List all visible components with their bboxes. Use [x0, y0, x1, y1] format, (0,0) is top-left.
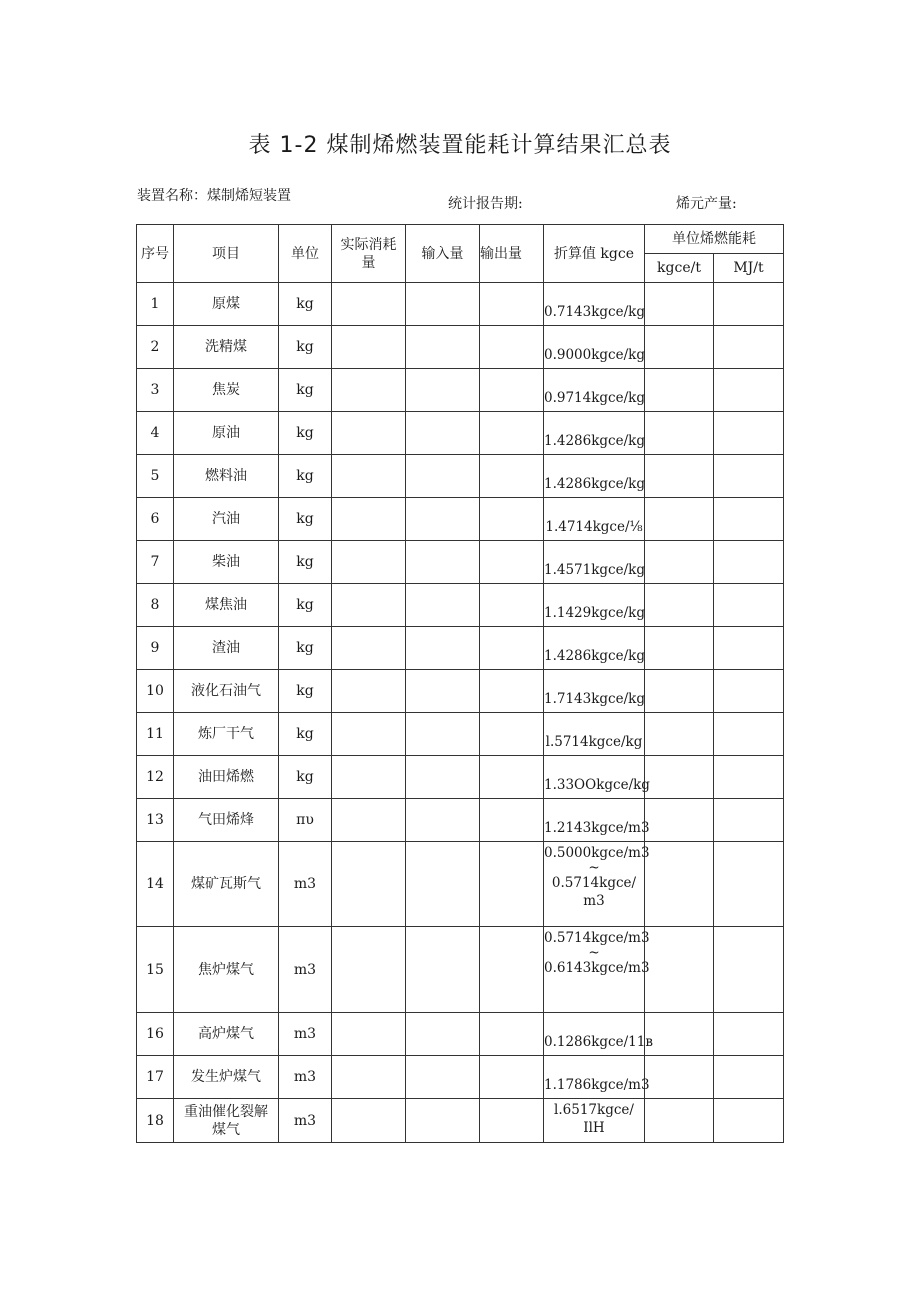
table-row	[137, 713, 784, 756]
row-mj-per-t	[714, 670, 784, 713]
row-input	[406, 842, 480, 927]
row-standard-coefficient: 0.9000kgce/kg	[544, 326, 645, 369]
row-kgce-per-t	[645, 1013, 714, 1056]
header-no: 序号	[137, 225, 174, 283]
row-kgce-per-t	[645, 670, 714, 713]
row-item: 原油	[174, 412, 279, 455]
row-standard-coefficient: 1.2143kgce/m3	[544, 799, 645, 842]
row-mj-per-t	[714, 326, 784, 369]
row-no: 8	[137, 584, 174, 627]
table-row	[137, 1099, 784, 1143]
row-unit: m3	[279, 927, 332, 1013]
row-kgce-per-t	[645, 584, 714, 627]
row-item: 炼厂干气	[174, 713, 279, 756]
row-unit: kg	[279, 627, 332, 670]
row-item: 焦炭	[174, 369, 279, 412]
row-kgce-per-t	[645, 455, 714, 498]
table-row	[137, 584, 784, 627]
page-title: 表 1-2 煤制烯燃装置能耗计算结果汇总表	[248, 133, 672, 158]
row-output	[480, 927, 544, 1013]
table-row	[137, 455, 784, 498]
row-input	[406, 326, 480, 369]
row-unit: m3	[279, 1013, 332, 1056]
row-output	[480, 842, 544, 927]
table-row	[137, 927, 784, 1013]
table-row	[137, 627, 784, 670]
table-row	[137, 842, 784, 927]
row-kgce-per-t	[645, 627, 714, 670]
row-unit: m3	[279, 1056, 332, 1099]
row-standard-coefficient: 0.1286kgce/11в	[544, 1013, 645, 1056]
row-item: 燃料油	[174, 455, 279, 498]
row-mj-per-t	[714, 927, 784, 1013]
row-unit: kg	[279, 541, 332, 584]
row-output	[480, 283, 544, 326]
row-actual-consumption	[332, 756, 406, 799]
row-actual-consumption	[332, 369, 406, 412]
coefficient-line: 0.5714kgce/m3	[544, 930, 650, 946]
row-unit: kg	[279, 455, 332, 498]
row-actual-consumption	[332, 927, 406, 1013]
row-output	[480, 627, 544, 670]
row-actual-consumption	[332, 842, 406, 927]
row-standard-coefficient	[544, 842, 650, 927]
row-no: 16	[137, 1013, 174, 1056]
row-no: 15	[137, 927, 174, 1013]
row-actual-consumption	[332, 584, 406, 627]
header-conversion: 折算值 kgce	[544, 225, 645, 283]
row-item: 发生炉煤气	[174, 1056, 279, 1099]
row-unit: kg	[279, 283, 332, 326]
report-period-label: 统计报告期:	[448, 196, 523, 212]
row-mj-per-t	[714, 584, 784, 627]
row-mj-per-t	[714, 412, 784, 455]
header-unit: 单位	[279, 225, 332, 283]
row-output	[480, 713, 544, 756]
row-mj-per-t	[714, 455, 784, 498]
row-item: 汽油	[174, 498, 279, 541]
row-actual-consumption	[332, 455, 406, 498]
row-item: 液化石油气	[174, 670, 279, 713]
table-row	[137, 756, 784, 799]
row-item: 重油催化裂解煤气	[174, 1099, 279, 1143]
row-no: 9	[137, 627, 174, 670]
row-no: 10	[137, 670, 174, 713]
row-output	[480, 498, 544, 541]
row-output	[480, 541, 544, 584]
row-item: 煤焦油	[174, 584, 279, 627]
header-output: 输出量	[480, 225, 544, 283]
row-input	[406, 369, 480, 412]
row-standard-coefficient: l.5714kgce/kg	[544, 713, 645, 756]
row-unit: kg	[279, 326, 332, 369]
coefficient-line: IlH	[583, 1120, 605, 1136]
row-no: 14	[137, 842, 174, 927]
row-item: 煤矿瓦斯气	[174, 842, 279, 927]
row-standard-coefficient: 0.7143kgce/kg	[544, 283, 645, 326]
energy-summary-table	[136, 224, 784, 1143]
row-input	[406, 412, 480, 455]
row-actual-consumption	[332, 799, 406, 842]
row-input	[406, 799, 480, 842]
row-no: 13	[137, 799, 174, 842]
table-row	[137, 412, 784, 455]
row-standard-coefficient	[544, 927, 650, 1013]
row-output	[480, 1099, 544, 1143]
row-output	[480, 670, 544, 713]
header-mj-per-t: MJ/t	[714, 254, 784, 283]
coefficient-line: 0.5000kgce/m3	[544, 845, 650, 861]
row-item: 原煤	[174, 283, 279, 326]
row-item: 高炉煤气	[174, 1013, 279, 1056]
row-standard-coefficient: 1.4286kgce/kg	[544, 455, 645, 498]
row-output	[480, 799, 544, 842]
row-mj-per-t	[714, 1056, 784, 1099]
row-mj-per-t	[714, 369, 784, 412]
row-input	[406, 283, 480, 326]
row-output	[480, 756, 544, 799]
table-row	[137, 369, 784, 412]
row-unit: m3	[279, 842, 332, 927]
row-standard-coefficient: 1.4714kgce/⅛	[544, 498, 645, 541]
row-output	[480, 584, 544, 627]
device-name-label: 装置名称：煤制烯短装置	[137, 188, 291, 204]
row-no: 4	[137, 412, 174, 455]
row-actual-consumption	[332, 1013, 406, 1056]
row-no: 5	[137, 455, 174, 498]
row-standard-coefficient: 1.1786kgce/m3	[544, 1056, 645, 1099]
row-no: 6	[137, 498, 174, 541]
row-no: 17	[137, 1056, 174, 1099]
row-mj-per-t	[714, 756, 784, 799]
row-actual-consumption	[332, 283, 406, 326]
table-row	[137, 670, 784, 713]
row-input	[406, 670, 480, 713]
header-item: 项目	[174, 225, 279, 283]
row-input	[406, 498, 480, 541]
row-kgce-per-t	[645, 369, 714, 412]
row-actual-consumption	[332, 326, 406, 369]
row-unit: kg	[279, 412, 332, 455]
row-item: 柴油	[174, 541, 279, 584]
row-kgce-per-t	[645, 326, 714, 369]
header-kgce-per-t: kgce/t	[645, 254, 714, 283]
row-no: 3	[137, 369, 174, 412]
row-input	[406, 756, 480, 799]
row-kgce-per-t	[645, 498, 714, 541]
olefin-output-label: 烯元产量:	[676, 196, 737, 212]
row-item: 渣油	[174, 627, 279, 670]
row-item: 焦炉煤气	[174, 927, 279, 1013]
coefficient-line: 0.6143kgce/m3	[544, 960, 650, 976]
row-standard-coefficient: 1.7143kgce/kg	[544, 670, 645, 713]
coefficient-line: 0.5714kgce/	[551, 875, 637, 891]
row-output	[480, 369, 544, 412]
row-mj-per-t	[714, 498, 784, 541]
row-item: 气田烯烽	[174, 799, 279, 842]
row-unit: πυ	[279, 799, 332, 842]
row-no: 1	[137, 283, 174, 326]
row-input	[406, 541, 480, 584]
row-actual-consumption	[332, 412, 406, 455]
row-standard-coefficient: 1.4286kgce/kg	[544, 412, 645, 455]
row-kgce-per-t	[645, 756, 714, 799]
row-kgce-per-t	[645, 1099, 714, 1143]
row-mj-per-t	[714, 799, 784, 842]
header-unit-energy: 单位烯燃能耗	[645, 225, 784, 254]
row-no: 2	[137, 326, 174, 369]
row-kgce-per-t	[645, 842, 714, 927]
row-standard-coefficient: 1.1429kgce/kg	[544, 584, 645, 627]
row-unit: m3	[279, 1099, 332, 1143]
row-input	[406, 584, 480, 627]
row-standard-coefficient: 1.4286kgce/kg	[544, 627, 645, 670]
row-output	[480, 455, 544, 498]
row-unit: kg	[279, 670, 332, 713]
row-item: 洗精煤	[174, 326, 279, 369]
row-mj-per-t	[714, 541, 784, 584]
coefficient-line: m3	[583, 893, 605, 909]
row-unit: kg	[279, 756, 332, 799]
table-row	[137, 283, 784, 326]
table-row	[137, 799, 784, 842]
row-kgce-per-t	[645, 412, 714, 455]
row-no: 18	[137, 1099, 174, 1143]
row-unit: kg	[279, 369, 332, 412]
row-actual-consumption	[332, 541, 406, 584]
row-kgce-per-t	[645, 283, 714, 326]
header-input: 输入量	[406, 225, 480, 283]
row-actual-consumption	[332, 1056, 406, 1099]
row-standard-coefficient	[544, 1099, 645, 1143]
row-actual-consumption	[332, 627, 406, 670]
row-unit: kg	[279, 713, 332, 756]
row-output	[480, 412, 544, 455]
row-mj-per-t	[714, 1013, 784, 1056]
coefficient-line: l.6517kgce/	[554, 1102, 634, 1118]
row-actual-consumption	[332, 670, 406, 713]
row-output	[480, 1013, 544, 1056]
coefficient-line: ~	[588, 945, 600, 961]
row-standard-coefficient: 1.33OOkgce/kg	[544, 756, 645, 799]
row-mj-per-t	[714, 1099, 784, 1143]
row-output	[480, 326, 544, 369]
row-input	[406, 1056, 480, 1099]
row-unit: kg	[279, 584, 332, 627]
table-row	[137, 1013, 784, 1056]
row-output	[480, 1056, 544, 1099]
row-kgce-per-t	[645, 713, 714, 756]
row-input	[406, 455, 480, 498]
row-kgce-per-t	[645, 1056, 714, 1099]
row-input	[406, 713, 480, 756]
row-no: 11	[137, 713, 174, 756]
row-input	[406, 927, 480, 1013]
row-actual-consumption	[332, 498, 406, 541]
row-mj-per-t	[714, 713, 784, 756]
table-row	[137, 1056, 784, 1099]
row-kgce-per-t	[645, 541, 714, 584]
row-actual-consumption	[332, 1099, 406, 1143]
coefficient-line: ~	[588, 860, 600, 876]
row-mj-per-t	[714, 283, 784, 326]
row-standard-coefficient: 0.9714kgce/kg	[544, 369, 645, 412]
row-input	[406, 1013, 480, 1056]
row-input	[406, 627, 480, 670]
row-input	[406, 1099, 480, 1143]
row-mj-per-t	[714, 627, 784, 670]
row-no: 7	[137, 541, 174, 584]
header-actual-consumption: 实际消耗量	[332, 225, 406, 283]
row-mj-per-t	[714, 842, 784, 927]
row-kgce-per-t	[645, 927, 714, 1013]
row-kgce-per-t	[645, 799, 714, 842]
row-actual-consumption	[332, 713, 406, 756]
row-standard-coefficient: 1.4571kgce/kg	[544, 541, 645, 584]
row-no: 12	[137, 756, 174, 799]
row-item: 油田烯燃	[174, 756, 279, 799]
table-row	[137, 498, 784, 541]
table-row	[137, 541, 784, 584]
table-row	[137, 326, 784, 369]
row-unit: kg	[279, 498, 332, 541]
